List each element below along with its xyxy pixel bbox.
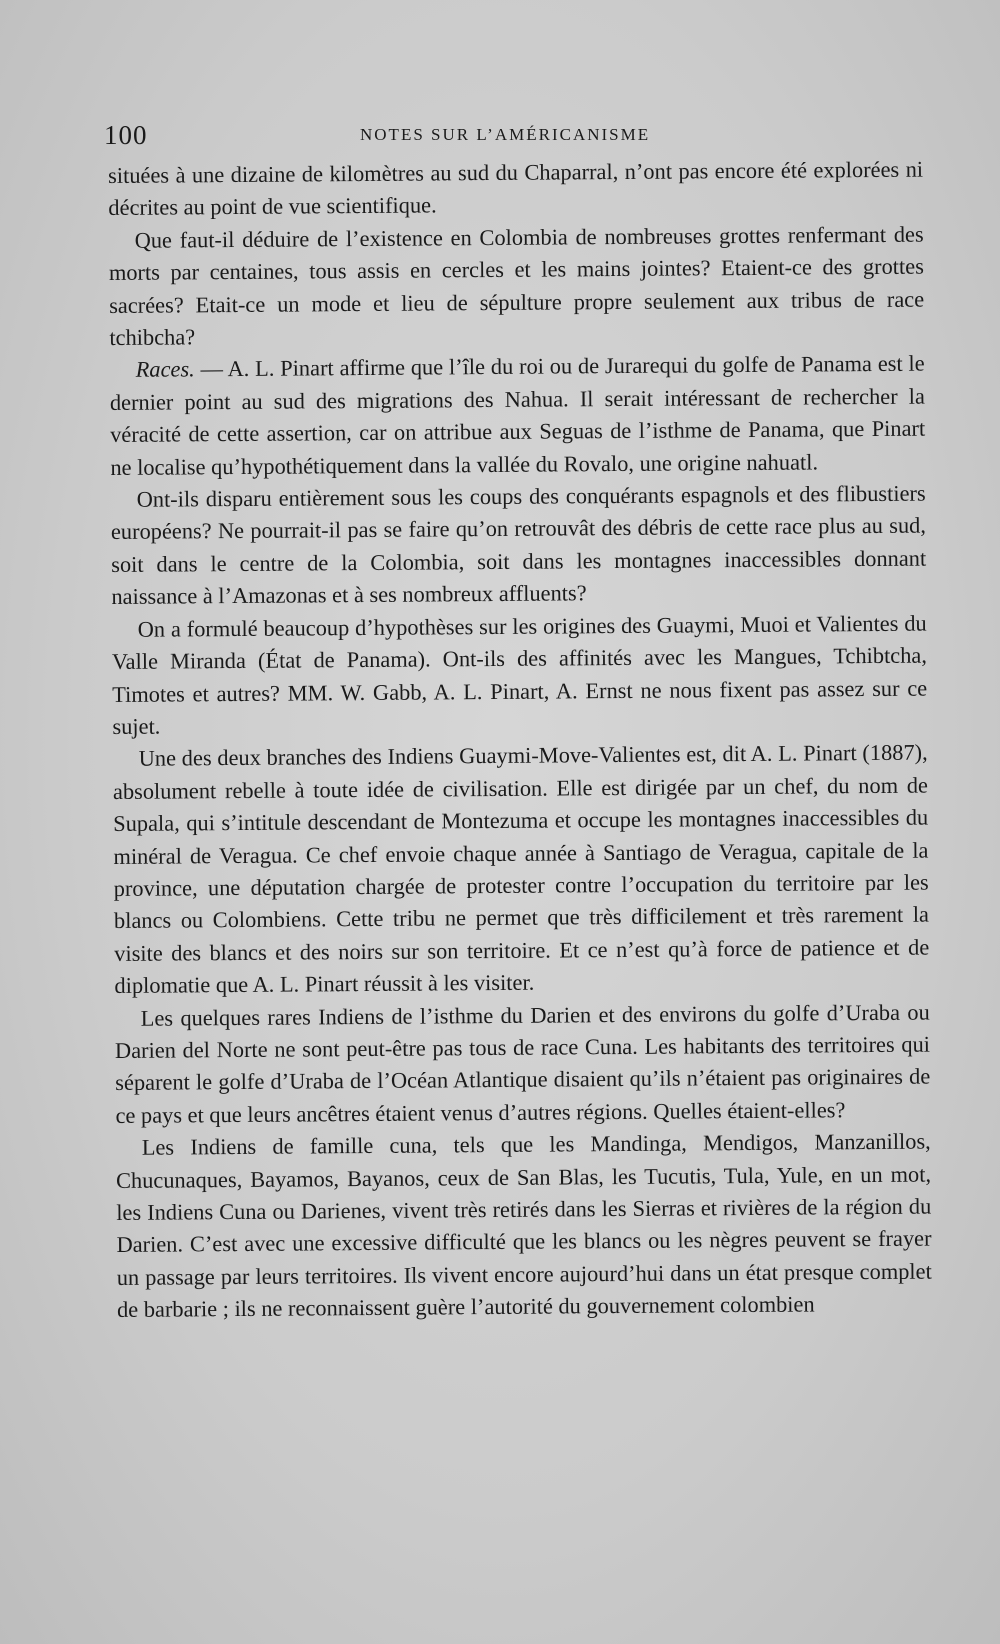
page-number: 100 xyxy=(104,120,148,150)
paragraph-darien: Les quelques rares Indiens de l’isthme du Darien et des environs du golfe d’Uraba ou Darien del Norte ne sont peut-être pas tous de race Cuna. Les habitants des territoires qui séparent le golfe d’Uraba de l’Océan Atlantique disaient qu’ils n’étaient pas originaires de ce pays et que leurs ancêtres étaient venus d’autres régions. Quelles étaient-elles? xyxy=(114,999,931,1128)
paragraph-guaymi: On a formulé beaucoup d’hypothèses sur les origines des Guaymi, Muoi et Valientes du Valle Miranda (État de Panama). Ont-ils des affinités avec les Mangues, Tchibtcha, Timotes et autres? MM. W. Gabb, A. L. Pinart, A. Ernst ne nous fixent pas assez sur ce sujet. xyxy=(111,610,928,739)
paragraph-races-text: — A. L. Pinart affirme que l’île du roi ou de Jurarequi du golfe de Panama est le dernier point au sud des migrations des Nahua. Il serait intéressant de rechercher la véracité de cette assertion, car on attribue aux Seguas de l’isthme de Panama, que Pinart ne localise qu’hypothétiquement dans la vallée du Rovalo, une origine nahuatl. xyxy=(109,351,926,480)
page-header xyxy=(104,120,904,152)
running-title: NOTES SUR L’AMÉRICANISME xyxy=(360,125,651,144)
paragraph-cuna: Les Indiens de famille cuna, tels que les Mandinga, Mendigos, Manzanillos, Chucunaques, Bayamos, Bayanos, ceux de San Blas, les Tucutis, Tula, Yule, en un mot, les Indiens Cuna ou Darienes, vivent très retirés dans les Sierras et rivières de la région du Darien. C’est avec une excessive difficulté que les blancs ou les nègres peuvent se frayer un passage par leurs territoires. Ils vivent encore aujourd’hui dans un état presque complet de barbarie ; ils ne reconnaissent guère l’autorité du gouvernement colombien xyxy=(115,1128,932,1323)
paragraph-seguas: Ont-ils disparu entièrement sous les coups des conquérants espagnols et des flibustiers européens? Ne pourrait-il pas se faire qu’on retrouvât des débris de cette race plus au sud, soit dans le centre de la Colombia, soit dans les montagnes inaccessibles donnant naissance à l’Amazonas et à ses nombreux affluents? xyxy=(110,480,927,610)
body-text xyxy=(108,154,932,1327)
section-label-races: Races. xyxy=(135,356,195,383)
paragraph-races xyxy=(110,348,926,484)
paragraph-grottes: Que faut-il déduire de l’existence en Colombia de nombreuses grottes renfermant des morts par centaines, tous assis en cercles et les mains jointes? Etaient-ce des grottes sacrées? Etait-ce un mode et lieu de sépulture propre seulement aux tribus de race tchibcha? xyxy=(108,221,925,351)
paragraph-continuation: situées à une dizaine de kilomètres au sud du Chaparral, n’ont pas encore été explorées ni décrites au point de vue scientifique. xyxy=(108,156,924,221)
paragraph-supala: Une des deux branches des Indiens Guaymi-Move-Valientes est, dit A. L. Pinart (1887), absolument rebelle à toute idée de civilisation. Elle est dirigée par un chef, du nom de Supala, qui s’intitule descendant de Montezuma et occupe les montagnes inaccessibles du minéral de Veragua. Ce chef envoie chaque année à Santiago de Veragua, capitale de la province, une députation chargée de protester contre l’occupation du territoire par les blancs ou Colombiens. Cette tribu ne permet que très difficilement et très rarement la visite des blancs et des noirs sur son territoire. Et ce n’est qu’à force de patience et de diplomatie que A. L. Pinart réussit à les visiter. xyxy=(112,739,930,999)
